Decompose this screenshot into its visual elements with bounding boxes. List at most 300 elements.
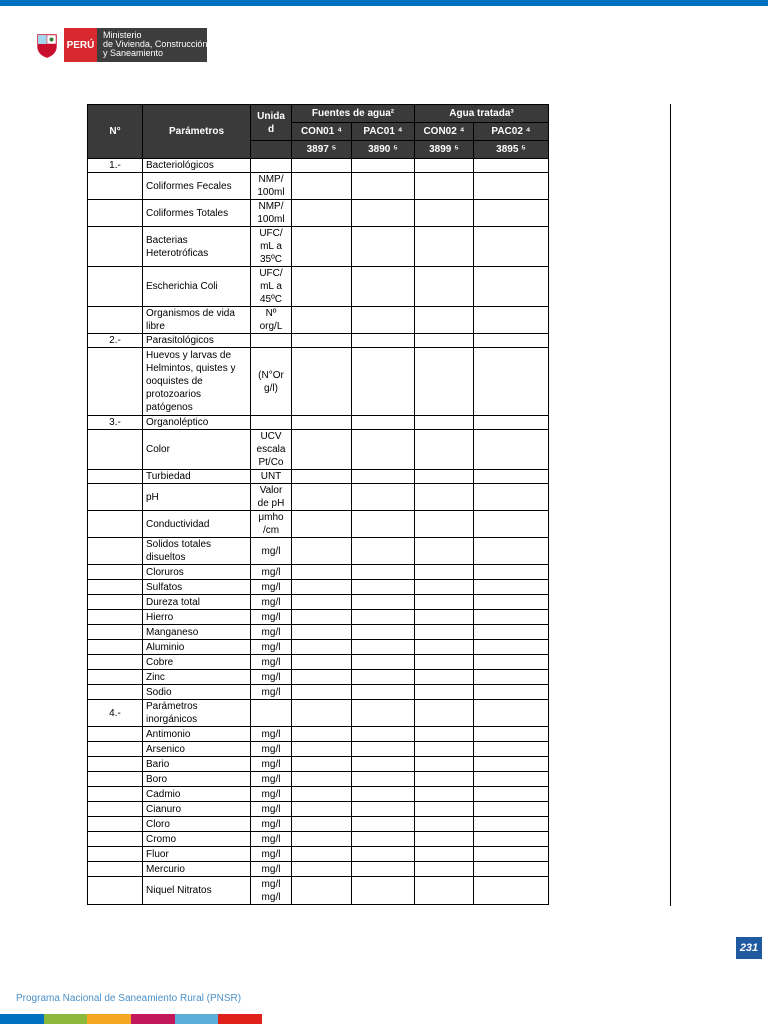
color-strip-segment (175, 1014, 219, 1024)
ministry-line: de Vivienda, Construcción (103, 39, 208, 49)
table-row (88, 625, 549, 640)
table-row (88, 727, 549, 742)
value-cell (352, 307, 415, 334)
row-number (88, 538, 143, 565)
value-cell (292, 817, 352, 832)
row-unit: mg/l (251, 802, 292, 817)
table-row (88, 416, 549, 430)
value-cell (292, 484, 352, 511)
value-cell (415, 700, 474, 727)
row-unit: μmho /cm (251, 511, 292, 538)
row-unit: mg/l (251, 817, 292, 832)
table-row (88, 159, 549, 173)
row-unit: UCV escala Pt/Co (251, 430, 292, 470)
row-number (88, 625, 143, 640)
table-row (88, 757, 549, 772)
table-row (88, 267, 549, 307)
row-unit: mg/l (251, 625, 292, 640)
value-cell (415, 348, 474, 416)
table-row (88, 430, 549, 470)
row-number: 1.- (88, 159, 143, 173)
value-cell (474, 334, 549, 348)
value-cell (292, 200, 352, 227)
row-parameter: Coliformes Fecales (143, 173, 251, 200)
value-cell (292, 307, 352, 334)
row-parameter: Cromo (143, 832, 251, 847)
value-cell (474, 802, 549, 817)
value-cell (292, 862, 352, 877)
value-cell (352, 655, 415, 670)
coat-of-arms-icon (34, 28, 60, 62)
value-cell (352, 227, 415, 267)
row-parameter: Bario (143, 757, 251, 772)
table-row (88, 832, 549, 847)
value-cell (474, 565, 549, 580)
table-row (88, 538, 549, 565)
row-unit: mg/l (251, 742, 292, 757)
row-parameter: Niquel Nitratos (143, 877, 251, 905)
row-unit: mg/l (251, 640, 292, 655)
row-parameter: pH (143, 484, 251, 511)
row-number (88, 200, 143, 227)
row-parameter: Bacteriológicos (143, 159, 251, 173)
value-cell (415, 640, 474, 655)
table-row (88, 227, 549, 267)
value-cell (474, 772, 549, 787)
value-cell (352, 173, 415, 200)
value-cell (474, 742, 549, 757)
row-number (88, 173, 143, 200)
row-unit: mg/l (251, 685, 292, 700)
row-number: 2.- (88, 334, 143, 348)
row-number (88, 595, 143, 610)
row-unit (251, 416, 292, 430)
row-unit: Nº org/L (251, 307, 292, 334)
value-cell (415, 670, 474, 685)
header-id: 3895 ⁵ (474, 141, 549, 159)
row-unit: mg/l mg/l (251, 877, 292, 905)
value-cell (474, 267, 549, 307)
value-cell (415, 538, 474, 565)
value-cell (292, 727, 352, 742)
value-cell (415, 227, 474, 267)
row-unit: mg/l (251, 670, 292, 685)
value-cell (415, 595, 474, 610)
footer-color-strip (0, 1014, 262, 1024)
value-cell (474, 625, 549, 640)
value-cell (474, 159, 549, 173)
row-number (88, 610, 143, 625)
value-cell (292, 832, 352, 847)
value-cell (352, 742, 415, 757)
header-unit-blank (251, 141, 292, 159)
row-parameter: Parámetros inorgánicos (143, 700, 251, 727)
row-unit: mg/l (251, 862, 292, 877)
value-cell (292, 610, 352, 625)
row-number (88, 772, 143, 787)
row-unit: mg/l (251, 757, 292, 772)
value-cell (352, 877, 415, 905)
value-cell (474, 416, 549, 430)
value-cell (352, 757, 415, 772)
row-parameter: Cianuro (143, 802, 251, 817)
table-row (88, 772, 549, 787)
value-cell (474, 484, 549, 511)
value-cell (352, 159, 415, 173)
parameters-table (87, 104, 549, 905)
table-row (88, 817, 549, 832)
row-number (88, 757, 143, 772)
ministry-name (97, 28, 207, 62)
value-cell (474, 307, 549, 334)
row-unit: mg/l (251, 538, 292, 565)
table-row (88, 470, 549, 484)
row-parameter: Cadmio (143, 787, 251, 802)
row-unit: UFC/ mL a 35ºC (251, 227, 292, 267)
row-parameter: Cloruros (143, 565, 251, 580)
value-cell (415, 655, 474, 670)
value-cell (474, 200, 549, 227)
value-cell (415, 685, 474, 700)
value-cell (292, 227, 352, 267)
value-cell (415, 307, 474, 334)
row-parameter: Organoléptico (143, 416, 251, 430)
value-cell (292, 348, 352, 416)
value-cell (415, 200, 474, 227)
table-row (88, 565, 549, 580)
value-cell (474, 580, 549, 595)
header-code: CON01 ⁴ (292, 123, 352, 141)
value-cell (474, 538, 549, 565)
row-parameter: Fluor (143, 847, 251, 862)
table-row (88, 787, 549, 802)
row-parameter: Parasitológicos (143, 334, 251, 348)
row-number (88, 802, 143, 817)
table-row (88, 334, 549, 348)
color-strip-segment (131, 1014, 175, 1024)
table-row (88, 877, 549, 905)
ministry-logo (34, 28, 207, 62)
value-cell (352, 640, 415, 655)
header-code: CON02 ⁴ (415, 123, 474, 141)
row-number (88, 685, 143, 700)
row-parameter: Conductividad (143, 511, 251, 538)
value-cell (292, 787, 352, 802)
value-cell (474, 430, 549, 470)
value-cell (292, 538, 352, 565)
value-cell (352, 334, 415, 348)
table-row (88, 742, 549, 757)
value-cell (292, 757, 352, 772)
value-cell (292, 700, 352, 727)
value-cell (292, 772, 352, 787)
value-cell (415, 470, 474, 484)
row-number (88, 727, 143, 742)
value-cell (352, 580, 415, 595)
table-row (88, 173, 549, 200)
table-row (88, 655, 549, 670)
value-cell (292, 685, 352, 700)
value-cell (415, 772, 474, 787)
row-number (88, 862, 143, 877)
value-cell (415, 817, 474, 832)
value-cell (474, 610, 549, 625)
table-row (88, 862, 549, 877)
row-number (88, 847, 143, 862)
value-cell (415, 742, 474, 757)
value-cell (474, 700, 549, 727)
value-cell (352, 348, 415, 416)
header-id: 3899 ⁵ (415, 141, 474, 159)
value-cell (415, 832, 474, 847)
row-number (88, 670, 143, 685)
color-strip-segment (0, 1014, 44, 1024)
row-unit: mg/l (251, 610, 292, 625)
value-cell (292, 580, 352, 595)
table-row (88, 348, 549, 416)
value-cell (292, 802, 352, 817)
row-number (88, 655, 143, 670)
value-cell (415, 173, 474, 200)
value-cell (352, 802, 415, 817)
value-cell (415, 334, 474, 348)
table-row (88, 610, 549, 625)
value-cell (474, 862, 549, 877)
row-unit (251, 334, 292, 348)
row-unit: mg/l (251, 580, 292, 595)
value-cell (292, 173, 352, 200)
page-number: 231 (736, 937, 762, 959)
row-number (88, 430, 143, 470)
value-cell (352, 727, 415, 742)
value-cell (415, 757, 474, 772)
value-cell (352, 685, 415, 700)
row-parameter: Turbiedad (143, 470, 251, 484)
value-cell (352, 416, 415, 430)
row-number (88, 580, 143, 595)
row-parameter: Escherichia Coli (143, 267, 251, 307)
row-number (88, 640, 143, 655)
value-cell (352, 200, 415, 227)
table-row (88, 700, 549, 727)
value-cell (352, 538, 415, 565)
row-unit: mg/l (251, 832, 292, 847)
row-number (88, 348, 143, 416)
value-cell (474, 470, 549, 484)
row-number (88, 787, 143, 802)
value-cell (352, 787, 415, 802)
value-cell (474, 727, 549, 742)
row-unit: mg/l (251, 655, 292, 670)
value-cell (352, 484, 415, 511)
value-cell (415, 511, 474, 538)
value-cell (474, 832, 549, 847)
row-unit (251, 159, 292, 173)
row-parameter: Sodio (143, 685, 251, 700)
row-number: 3.- (88, 416, 143, 430)
color-strip-segment (87, 1014, 131, 1024)
value-cell (352, 430, 415, 470)
row-number (88, 267, 143, 307)
row-parameter: Bacterias Heterotróficas (143, 227, 251, 267)
row-parameter: Zinc (143, 670, 251, 685)
value-cell (352, 565, 415, 580)
row-unit: NMP/ 100ml (251, 200, 292, 227)
header-parameters: Parámetros (143, 105, 251, 159)
row-number (88, 227, 143, 267)
header-id: 3890 ⁵ (352, 141, 415, 159)
row-parameter: Dureza total (143, 595, 251, 610)
value-cell (292, 430, 352, 470)
table-row (88, 511, 549, 538)
page-margin-line (670, 104, 671, 906)
value-cell (474, 787, 549, 802)
value-cell (415, 430, 474, 470)
row-parameter: Cobre (143, 655, 251, 670)
table-row (88, 685, 549, 700)
value-cell (292, 625, 352, 640)
row-number (88, 832, 143, 847)
row-unit: Valor de pH (251, 484, 292, 511)
value-cell (474, 227, 549, 267)
value-cell (415, 610, 474, 625)
value-cell (415, 267, 474, 307)
row-unit: mg/l (251, 787, 292, 802)
value-cell (292, 159, 352, 173)
value-cell (292, 655, 352, 670)
row-parameter: Manganeso (143, 625, 251, 640)
row-unit: mg/l (251, 595, 292, 610)
table-row (88, 802, 549, 817)
row-number: 4.- (88, 700, 143, 727)
row-unit: UNT (251, 470, 292, 484)
row-parameter: Color (143, 430, 251, 470)
value-cell (415, 787, 474, 802)
value-cell (292, 470, 352, 484)
row-number (88, 565, 143, 580)
value-cell (352, 817, 415, 832)
row-unit: NMP/ 100ml (251, 173, 292, 200)
value-cell (352, 267, 415, 307)
value-cell (292, 267, 352, 307)
value-cell (474, 511, 549, 538)
row-parameter: Mercurio (143, 862, 251, 877)
table-row (88, 484, 549, 511)
row-unit: mg/l (251, 727, 292, 742)
logo-country-label: PERÚ (64, 28, 97, 62)
row-parameter: Cloro (143, 817, 251, 832)
row-parameter: Aluminio (143, 640, 251, 655)
value-cell (474, 595, 549, 610)
table-row (88, 640, 549, 655)
value-cell (352, 847, 415, 862)
value-cell (352, 625, 415, 640)
value-cell (292, 640, 352, 655)
value-cell (415, 565, 474, 580)
value-cell (292, 595, 352, 610)
row-number (88, 742, 143, 757)
row-number (88, 817, 143, 832)
ministry-line: y Saneamiento (103, 48, 164, 58)
value-cell (352, 700, 415, 727)
table-row (88, 307, 549, 334)
value-cell (415, 625, 474, 640)
row-number (88, 877, 143, 905)
value-cell (474, 757, 549, 772)
table-row (88, 670, 549, 685)
value-cell (415, 877, 474, 905)
row-parameter: Arsenico (143, 742, 251, 757)
row-parameter: Coliformes Totales (143, 200, 251, 227)
value-cell (474, 640, 549, 655)
value-cell (474, 817, 549, 832)
value-cell (292, 511, 352, 538)
row-parameter: Boro (143, 772, 251, 787)
row-number (88, 484, 143, 511)
table-row (88, 580, 549, 595)
value-cell (474, 670, 549, 685)
value-cell (415, 862, 474, 877)
value-cell (352, 832, 415, 847)
value-cell (474, 877, 549, 905)
value-cell (292, 742, 352, 757)
value-cell (292, 847, 352, 862)
row-unit: mg/l (251, 772, 292, 787)
value-cell (292, 670, 352, 685)
row-unit: UFC/ mL a 45ºC (251, 267, 292, 307)
row-parameter: Organismos de vida libre (143, 307, 251, 334)
top-accent-bar (0, 0, 768, 6)
ministry-line: Ministerio (103, 30, 142, 40)
value-cell (415, 847, 474, 862)
value-cell (292, 877, 352, 905)
row-number (88, 307, 143, 334)
value-cell (474, 348, 549, 416)
row-parameter: Sulfatos (143, 580, 251, 595)
footer-program-name: Programa Nacional de Saneamiento Rural (PNSR) (16, 993, 242, 1004)
row-unit: (N°Or g/l) (251, 348, 292, 416)
header-water-sources: Fuentes de agua² (292, 105, 415, 123)
value-cell (352, 511, 415, 538)
value-cell (352, 470, 415, 484)
header-num: N° (88, 105, 143, 159)
value-cell (415, 159, 474, 173)
table-row (88, 847, 549, 862)
value-cell (474, 847, 549, 862)
value-cell (352, 670, 415, 685)
value-cell (352, 772, 415, 787)
value-cell (415, 727, 474, 742)
row-number (88, 511, 143, 538)
value-cell (352, 610, 415, 625)
color-strip-segment (218, 1014, 262, 1024)
header-treated-water: Agua tratada³ (415, 105, 549, 123)
row-parameter: Huevos y larvas de Helmintos, quistes y ooquistes de protozoarios patógenos (143, 348, 251, 416)
row-parameter: Hierro (143, 610, 251, 625)
value-cell (352, 595, 415, 610)
table-body (88, 159, 549, 905)
row-parameter: Antimonio (143, 727, 251, 742)
row-number (88, 470, 143, 484)
value-cell (415, 416, 474, 430)
value-cell (474, 655, 549, 670)
header-code: PAC02 ⁴ (474, 123, 549, 141)
value-cell (415, 802, 474, 817)
table-row (88, 200, 549, 227)
value-cell (474, 685, 549, 700)
value-cell (415, 484, 474, 511)
value-cell (352, 862, 415, 877)
